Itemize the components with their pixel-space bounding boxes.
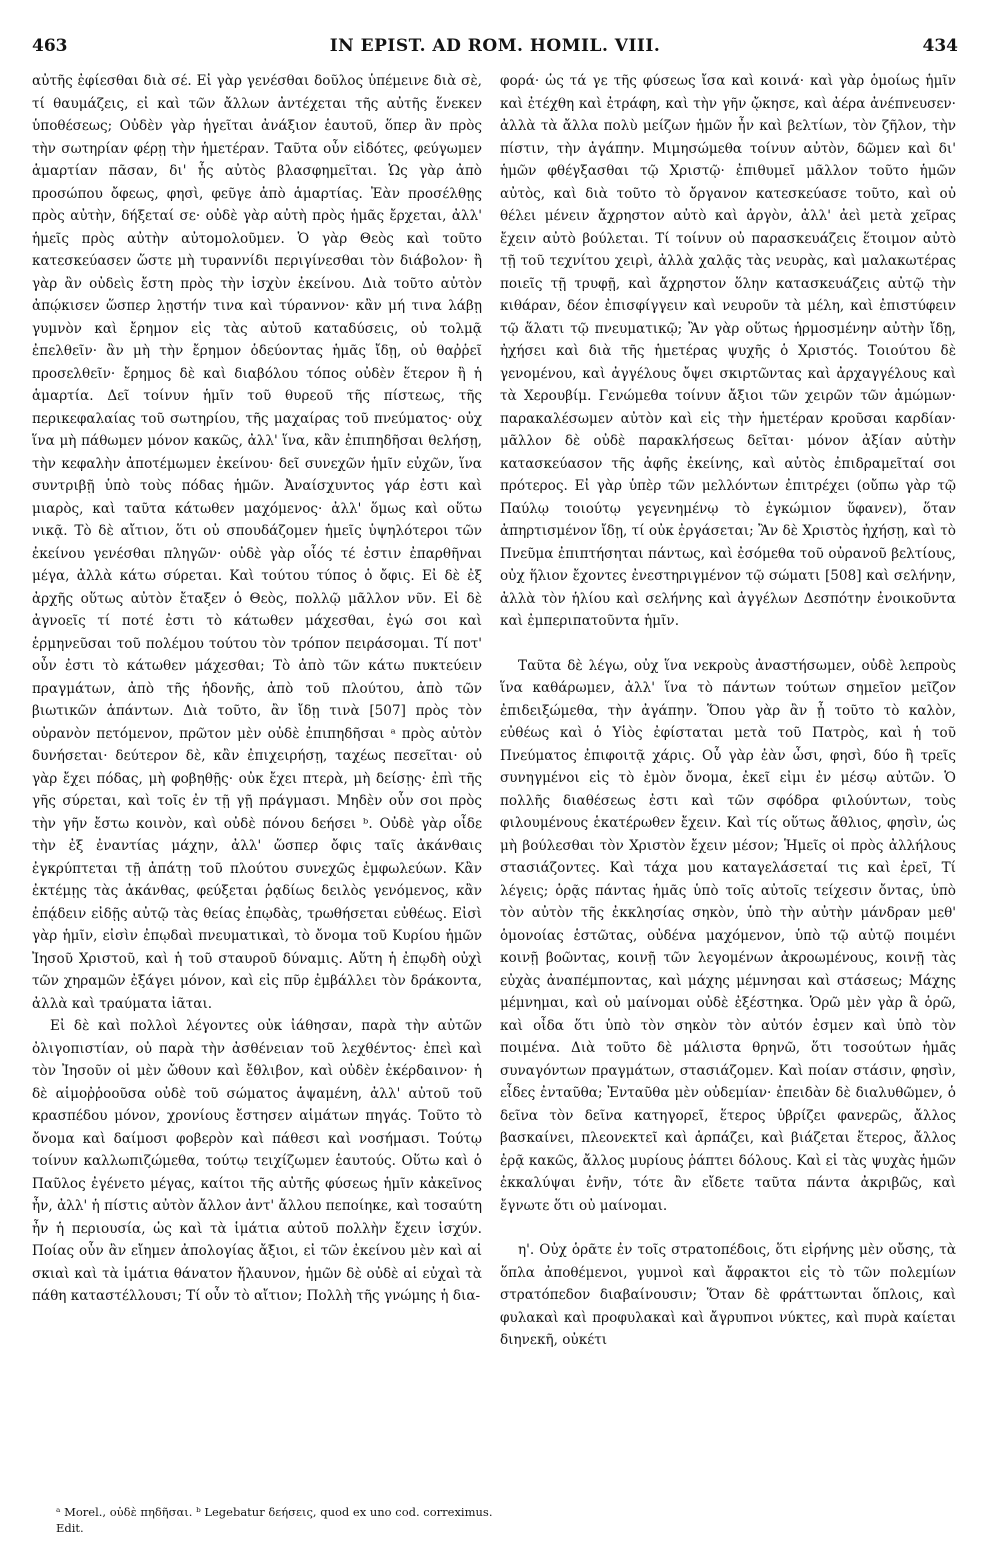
left-paragraph-2: Εἰ δὲ καὶ πολλοὶ λέγοντες οὐκ ἰάθησαν, παρὰ τὴν αὐτῶν ὀλιγοπιστίαν, οὐ παρὰ τὴν ἀσθένειαν τοῦ λεχθέντος· ἐπεὶ καὶ τὸν Ἰησοῦν οἱ μὲν ὤθουν καὶ ἔθλιβον, καὶ οὐδὲν ἐκέρδαινον· ἡ δὲ αἱμοῤῥοοῦσα οὐδὲ τοῦ σώματος ἁψαμένη, ἀλλ' αὐτοῦ τοῦ κρασπέδου μόνον, χρονίους ἔστησεν αἱμάτων πηγάς. Τοῦτο τὸ ὄνομα καὶ δαίμοσι φοβερὸν καὶ πάθεσι καὶ νοσήμασι. Τούτῳ τοίνυν καλλωπιζώμεθα, τούτῳ τειχίζωμεν ἑαυτούς. Οὕτω καὶ ὁ Παῦλος ἐγένετο μέγας, καίτοι τῆς αὐτῆς φύσεως ἡμῖν κἀκεῖνος ἦν, ἀλλ' ἡ πίστις αὐτὸν ἄλλον ἀντ' ἄλλου πεποίηκε, καὶ τοσαύτη ἦν ἡ περιουσία, ὡς καὶ τὰ ἱμάτια αὐτοῦ πολλὴν ἔχειν ἰσχύν. Ποίας οὖν ἂν εἴημεν ἀπολογίας ἄξιοι, εἰ τῶν ἐκείνου μὲν καὶ αἱ σκιαὶ καὶ τὰ ἱμάτια θάνατον ἤλαυνον, ἡμῶν δὲ οὐδὲ αἱ εὐχαὶ τὰ πάθη καταστέλλουσι; Τί οὖν τὸ αἴτιον; Πολλὴ τῆς γνώμης ἡ δια-	[32, 1018, 482, 1304]
right-paragraph-3: η'. Οὐχ ὁρᾶτε ἐν τοῖς στρατοπέδοις, ὅτι εἰρήνης μὲν οὔσης, τὰ ὅπλα ἀποθέμενοι, γυμνοὶ καὶ ἄφρακτοι εἰς τὸ τῶν πολεμίων στρατόπεδον διαβαίνουσιν; Ὅταν δὲ φράττωνται ὅπλοις, καὶ φυλακαὶ καὶ προφυλακαὶ καὶ ἄγρυπνοι νύκτες, καὶ πυρὰ καίεται διηνεκῆ, οὐκέτι	[500, 1242, 956, 1348]
page-number-left: 463	[32, 36, 68, 56]
footnote: ᵃ Morel., οὐδὲ πηδῆσαι. ᵇ Legebatur δεήσεις, quod ex uno cod. correximus. Edit.	[56, 1505, 493, 1535]
header-title: IN EPIST. AD ROM. HOMIL. VIII.	[329, 36, 661, 56]
running-header	[32, 36, 958, 60]
page-number-right: 434	[922, 36, 958, 56]
right-paragraph-2: Ταῦτα δὲ λέγω, οὐχ ἵνα νεκροὺς ἀναστήσωμεν, οὐδὲ λεπροὺς ἵνα καθάρωμεν, ἀλλ' ἵνα τὸ πάντων τούτων σημεῖον μεῖζον ἐπιδειξώμεθα, τὴν ἀγάπην. Ὅπου γὰρ ἂν ᾖ τοῦτο τὸ καλὸν, εὐθέως καὶ ὁ Υἱὸς ἐφίσταται μετὰ τοῦ Πατρὸς, καὶ ἡ τοῦ Πνεύματος ἐπιφοιτᾷ χάρις. Οὗ γὰρ ἐὰν ὦσι, φησὶ, δύο ἢ τρεῖς συνηγμένοι εἰς τὸ ἐμὸν ὄνομα, ἐκεῖ εἰμι ἐν μέσῳ αὐτῶν. Ὁ πολλῆς διαθέσεως ἐστι καὶ τῶν σφόδρα φιλούντων, τοὺς φιλουμένους ἑκατέρωθεν ἔχειν. Καὶ τίς οὕτως ἄθλιος, φησὶν, ὡς μὴ βούλεσθαι τὸν Χριστὸν ἔχειν μέσον; Ἡμεῖς οἱ πρὸς ἀλλήλους στασιάζοντες. Καὶ τάχα μου καταγελάσεταί τις καὶ ἐρεῖ, Τί λέγεις; ὁρᾷς πάντας ἡμᾶς ὑπὸ τοῖς αὐτοῖς τείχεσιν ὄντας, ὑπὸ τὸν αὐτὸν τῆς ἐκκλησίας σηκὸν, ὑπὸ τὴν αὐτὴν μάνδραν μεθ' ὁμονοίας ἑστῶτας, οὐδένα μαχόμενον, ὑπὸ τῷ αὐτῷ ποιμένι κοινῇ βοῶντας, κοινῇ τῶν λεγομένων ἀκροωμένους, κοινῇ τὰς εὐχὰς ἀναπέμποντας, καὶ μάχης μέμνησαι καὶ στάσεως; Μάχης μέμνημαι, καὶ οὐ μαίνομαι οὐδὲ ἐξέστηκα. Ὁρῶ μὲν γὰρ ἃ ὁρῶ, καὶ οἶδα ὅτι ὑπὸ τὸν σηκὸν τὸν αὐτόν ἐσμεν καὶ ὑπὸ τὸν ποιμένα. Διὰ τοῦτο δὲ μάλιστα θρηνῶ, ὅτι τοσούτων ἡμᾶς συναγόντων πραγμάτων, στασιάζομεν. Καὶ ποίαν στάσιν, φησὶν, εἶδες ἐνταῦθα; Ἐνταῦθα μὲν οὐδεμίαν· ἐπειδὰν δὲ διαλυθῶμεν, ὁ δεῖνα τὸν δεῖνα κατηγορεῖ, ἕτερος ὑβρίζει φανερῶς, ἄλλος βασκαίνει, πλεονεκτεῖ καὶ ἁρπάζει, καὶ βιάζεται ἕτερος, ἄλλος ἐρᾷ κακῶς, ἄλλος μυρίους ῥάπτει δόλους. Καὶ εἰ τὰς ψυχὰς ἡμῶν ἐκκαλύψαι ἐνῆν, τότε ἂν εἴδετε ταῦτα πάντα ἀκριβῶς, καὶ ἔγνωτε ὅτι οὐ μαίνομαι.	[500, 657, 956, 1214]
left-column	[32, 70, 482, 1308]
left-paragraph-1: αὐτῆς ἐφίεσθαι διὰ σέ. Εἰ γὰρ γενέσθαι δοῦλος ὑπέμεινε διὰ σὲ, τί θαυμάζεις, εἰ καὶ τῶν ἄλλων ἀντέχεται τῆς αὐτῆς ἕνεκεν ὑποθέσεως; Οὐδὲν γὰρ ἡγεῖται ἀνάξιον ἑαυτοῦ, ὅπερ ἂν πρὸς τὴν σωτηρίαν φέρῃ τὴν ἡμετέραν. Ταῦτα οὖν εἰδότες, φεύγωμεν ἁμαρτίαν πᾶσαν, δι' ἧς αὐτὸς βλασφημεῖται. Ὡς γὰρ ἀπὸ προσώπου ὄφεως, φησὶ, φεῦγε ἀπὸ ἁμαρτίας. Ἐὰν προσέλθῃς πρὸς αὐτὴν, δήξεταί σε· οὐδὲ γὰρ αὐτὴ πρὸς ἡμᾶς ἔρχεται, ἀλλ' ἡμεῖς πρὸς αὐτὴν αὐτομολοῦμεν. Ὁ γὰρ Θεὸς καὶ τοῦτο κατεσκεύασεν ὥστε μὴ τυραννίδι περιγίνεσθαι τὸν διάβολον· ἢ γὰρ ἂν οὐδεὶς ἔστη πρὸς τὴν ἰσχὺν ἐκείνου. Διὰ τοῦτο αὐτὸν ἀπῴκισεν ὥσπερ λῃστήν τινα καὶ τύραννον· κἂν μή τινα λάβῃ γυμνὸν καὶ ἔρημον εἰς τὰς αὐτοῦ καταδύσεις, οὐ τολμᾷ ἐπελθεῖν· ἂν μὴ τὴν ἔρημον ὁδεύοντας ἡμᾶς ἴδῃ, οὐ θαῤῥεῖ προσελθεῖν· ἔρημος δὲ καὶ διαβόλου τόπος οὐδὲν ἕτερον ἢ ἡ ἁμαρτία. Δεῖ τοίνυν ἡμῖν τοῦ θυρεοῦ τῆς πίστεως, τῆς περικεφαλαίας τοῦ σωτηρίου, τῆς μαχαίρας τοῦ πνεύματος· οὐχ ἵνα μὴ πάθωμεν μόνον κακῶς, ἀλλ' ἵνα, κἂν ἐπιπηδῆσαι θελήσῃ, τὴν κεφαλὴν ἀποτέμωμεν ἐκείνου· δεῖ συνεχῶν ἡμῖν εὐχῶν, ἵνα συντριβῇ ὑπὸ τοὺς πόδας ἡμῶν. Ἀναίσχυντος γάρ ἐστι καὶ μιαρὸς, καὶ ταῦτα κάτωθεν μαχόμενος· ἀλλ' ὅμως καὶ οὕτω νικᾷ. Τὸ δὲ αἴτιον, ὅτι οὐ σπουδάζομεν ἡμεῖς ὑψηλότεροι τῶν ἐκείνου γενέσθαι πληγῶν· οὐδὲ γὰρ οἷός τέ ἐστιν ἐπαρθῆναι μέγα, ἀλλὰ κάτω σύρεται. Καὶ τούτου τύπος ὁ ὄφις. Εἰ δὲ ἐξ ἀρχῆς οὕτως αὐτὸν ἔταξεν ὁ Θεὸς, πολλῷ μᾶλλον νῦν. Εἰ δὲ ἀγνοεῖς τί ποτέ ἐστι τὸ κάτωθεν μάχεσθαι, ἐγώ σοι καὶ ἑρμηνεῦσαι τοῦ πολέμου τούτου τὸν τρόπον πειράσομαι. Τί ποτ' οὖν ἐστι τὸ κάτωθεν μάχεσθαι; Τὸ ἀπὸ τῶν κάτω πυκτεύειν πραγμάτων, ἀπὸ τῆς ἡδονῆς, ἀπὸ τοῦ πλούτου, ἀπὸ τῶν βιωτικῶν ἁπάντων. Διὰ τοῦτο, ἂν ἴδῃ τινὰ [507] πρὸς τὸν οὐρανὸν πετόμενον, πρῶτον μὲν οὐδὲ ἐπιπηδῆσαι ᵃ πρὸς αὐτὸν δυνήσεται· δεύτερον δὲ, κἂν ἐπιχειρήσῃ, ταχέως πεσεῖται· οὐ γὰρ ἔχει πόδας, μὴ φοβηθῇς· οὐκ ἔχει πτερὰ, μὴ δείσῃς· ἐπὶ τῆς γῆς σύρεται, καὶ τοῖς ἐν τῇ γῇ πράγμασι. Μηδὲν οὖν σοι πρὸς τὴν γῆν ἔστω κοινὸν, καὶ οὐδὲ πόνου δεήσει ᵇ. Οὐδὲ γὰρ οἶδε τὴν ἐξ ἐναντίας μάχην, ἀλλ' ὥσπερ ὄφις ταῖς ἀκάνθαις ἐγκρύπτεται τῇ ἀπάτῃ τοῦ πλούτου συνεχῶς ἐμφωλεύων. Κἂν ἐκτέμῃς τὰς ἀκάνθας, φεύξεται ῥᾳδίως δειλὸς γενόμενος, κἂν ἐπᾴδειν εἰδῇς αὐτῷ τὰς θείας ἐπῳδὰς, τρωθήσεται εὐθέως. Εἰσὶ γὰρ ἡμῖν, εἰσὶν ἐπῳδαὶ πνευματικαὶ, τὸ ὄνομα τοῦ Κυρίου ἡμῶν Ἰησοῦ Χριστοῦ, καὶ ἡ τοῦ σταυροῦ δύναμις. Αὕτη ἡ ἐπῳδὴ οὐχὶ τῶν χηραμῶν ἐξάγει μόνον, καὶ εἰς πῦρ ἐμβάλλει τὸν δράκοντα, ἀλλὰ καὶ τραύματα ἰᾶται.	[32, 73, 482, 1012]
right-column	[500, 70, 956, 1352]
right-paragraph-1: φορά· ὡς τά γε τῆς φύσεως ἴσα καὶ κοινά· καὶ γὰρ ὁμοίως ἡμῖν καὶ ἐτέχθη καὶ ἐτράφη, καὶ τὴν γῆν ᾤκησε, καὶ ἀέρα ἀνέπνευσεν· ἀλλὰ τὰ ἄλλα πολὺ μείζων ἡμῶν ἦν καὶ βελτίων, τὸν ζῆλον, τὴν πίστιν, τὴν ἀγάπην. Μιμησώμεθα τοίνυν αὐτὸν, δῶμεν καὶ δι' ἡμῶν φθέγξασθαι τῷ Χριστῷ· ἐπιθυμεῖ μᾶλλον τοῦτο ἡμῶν αὐτὸς, καὶ διὰ τοῦτο τὸ ὄργανον κατεσκεύασε τοῦτο, καὶ οὐ θέλει μένειν ἄχρηστον αὐτὸ καὶ ἀργὸν, ἀλλ' ἀεὶ μετὰ χεῖρας ἔχειν αὐτὸ βούλεται. Τί τοίνυν οὐ παρασκευάζεις ἕτοιμον αὐτὸ τῇ τοῦ τεχνίτου χειρὶ, ἀλλὰ χαλᾷς τὰς νευρὰς, καὶ μαλακωτέρας ποιεῖς τῇ τρυφῇ, καὶ ἄχρηστον ὅλην κατασκευάζεις αὐτῷ τὴν κιθάραν, δέον ἐπισφίγγειν καὶ νευροῦν τὰ μέλη, καὶ ἐπιστύφειν τῷ ἅλατι τῷ πνευματικῷ; Ἂν γὰρ οὕτως ἡρμοσμένην αὐτὴν ἴδῃ, ἠχήσει καὶ διὰ τῆς ἡμετέρας ψυχῆς ὁ Χριστός. Τοιούτου δὲ γενομένου, καὶ ἀγγέλους ὄψει σκιρτῶντας καὶ ἀρχαγγέλους καὶ τὰ Χερουβίμ. Γενώμεθα τοίνυν ἄξιοι τῶν χειρῶν τῶν ἀμώμων· παρακαλέσωμεν αὐτὸν καὶ εἰς τὴν ἡμετέραν κροῦσαι καρδίαν· μᾶλλον δὲ οὐδὲ παρακλήσεως δεῖται· μόνον ἀξίαν αὐτὴν κατασκεύασον τῆς ἀφῆς ἐκείνης, καὶ αὐτὸς ἐπιδραμεῖταί σοι πρότερος. Εἰ γὰρ ὑπὲρ τῶν μελλόντων ἐπιτρέχει (οὔπω γὰρ τῷ Παύλῳ τοιούτῳ γεγενημένῳ τὸ ἐγκώμιον ὕφανεν), ὅταν ἀπηρτισμένον ἴδῃ, τί οὐκ ἐργάσεται; Ἂν δὲ Χριστὸς ἠχήσῃ, καὶ τὸ Πνεῦμα ἐπιπτήσηται πάντως, καὶ ἐσόμεθα τοῦ οὐρανοῦ βελτίους, οὐχ ἥλιον ἔχοντες ἐνεστηριγμένον τῷ σώματι [508] καὶ σελήνην, ἀλλὰ τὸν ἡλίου καὶ σελήνης καὶ ἀγγέλων Δεσπότην ἐνοικοῦντα καὶ ἐμπεριπατοῦντα ἡμῖν.	[500, 73, 956, 629]
